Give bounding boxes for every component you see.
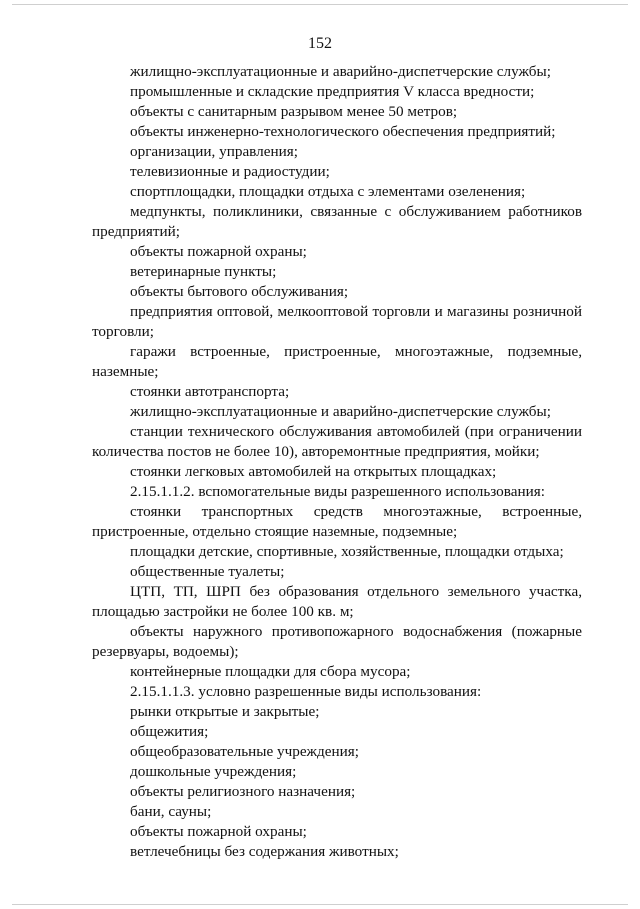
- paragraph: общежития;: [130, 723, 209, 740]
- paragraph: стоянки автотранспорта;: [130, 383, 290, 400]
- paragraph: объекты с санитарным разрывом менее 50 метров;: [130, 103, 458, 120]
- paragraph: дошкольные учреждения;: [130, 763, 297, 780]
- paragraph: медпункты, поликлиники, связанные с обслуживанием работников предприятий;: [92, 203, 582, 240]
- paragraph: телевизионные и радиостудии;: [130, 163, 330, 180]
- paragraph: жилищно-эксплуатационные и аварийно-диспетчерские службы;: [130, 403, 551, 420]
- scan-edge-bottom: [12, 904, 628, 905]
- paragraph: объекты пожарной охраны;: [130, 823, 307, 840]
- scan-edge-top: [12, 4, 628, 5]
- paragraph: площадки детские, спортивные, хозяйственные, площадки отдыха;: [130, 543, 564, 560]
- paragraph: жилищно-эксплуатационные и аварийно-диспетчерские службы;: [130, 63, 551, 80]
- paragraph: станции технического обслуживания автомобилей (при ограничении количества постов не более 10), авторемонтные предприятия, мойки;: [92, 423, 582, 460]
- paragraph: стоянки легковых автомобилей на открытых площадках;: [130, 463, 497, 480]
- paragraph: объекты наружного противопожарного водоснабжения (пожарные резервуары, водоемы);: [92, 623, 582, 660]
- paragraph: объекты пожарной охраны;: [130, 243, 307, 260]
- paragraph: стоянки транспортных средств многоэтажные, встроенные, пристроенные, отдельно стоящие наземные, подземные;: [92, 503, 582, 540]
- paragraph: ветлечебницы без содержания животных;: [130, 843, 399, 860]
- paragraph: промышленные и складские предприятия V класса вредности;: [130, 83, 535, 100]
- paragraph: рынки открытые и закрытые;: [130, 703, 320, 720]
- paragraph: объекты бытового обслуживания;: [130, 283, 349, 300]
- paragraph: бани, сауны;: [130, 803, 212, 820]
- paragraph: ветеринарные пункты;: [130, 263, 277, 280]
- section-heading: 2.15.1.1.2. вспомогательные виды разрешенного использования:: [130, 483, 545, 500]
- paragraph: общественные туалеты;: [130, 563, 285, 580]
- paragraph: общеобразовательные учреждения;: [130, 743, 359, 760]
- paragraph: спортплощадки, площадки отдыха с элементами озеленения;: [130, 183, 526, 200]
- paragraph: организации, управления;: [130, 143, 298, 160]
- section-heading: 2.15.1.1.3. условно разрешенные виды использования:: [130, 683, 482, 700]
- paragraph: объекты религиозного назначения;: [130, 783, 356, 800]
- paragraph: гаражи встроенные, пристроенные, многоэтажные, подземные, наземные;: [92, 343, 582, 380]
- paragraph: объекты инженерно-технологического обеспечения предприятий;: [130, 123, 556, 140]
- document-body: [92, 62, 582, 862]
- paragraph: контейнерные площадки для сбора мусора;: [130, 663, 411, 680]
- paragraph: ЦТП, ТП, ШРП без образования отдельного земельного участка, площадью застройки не более 100 кв. м;: [92, 583, 582, 620]
- paragraph: предприятия оптовой, мелкооптовой торговли и магазины розничной торговли;: [92, 303, 582, 340]
- page-number: 152: [308, 35, 332, 52]
